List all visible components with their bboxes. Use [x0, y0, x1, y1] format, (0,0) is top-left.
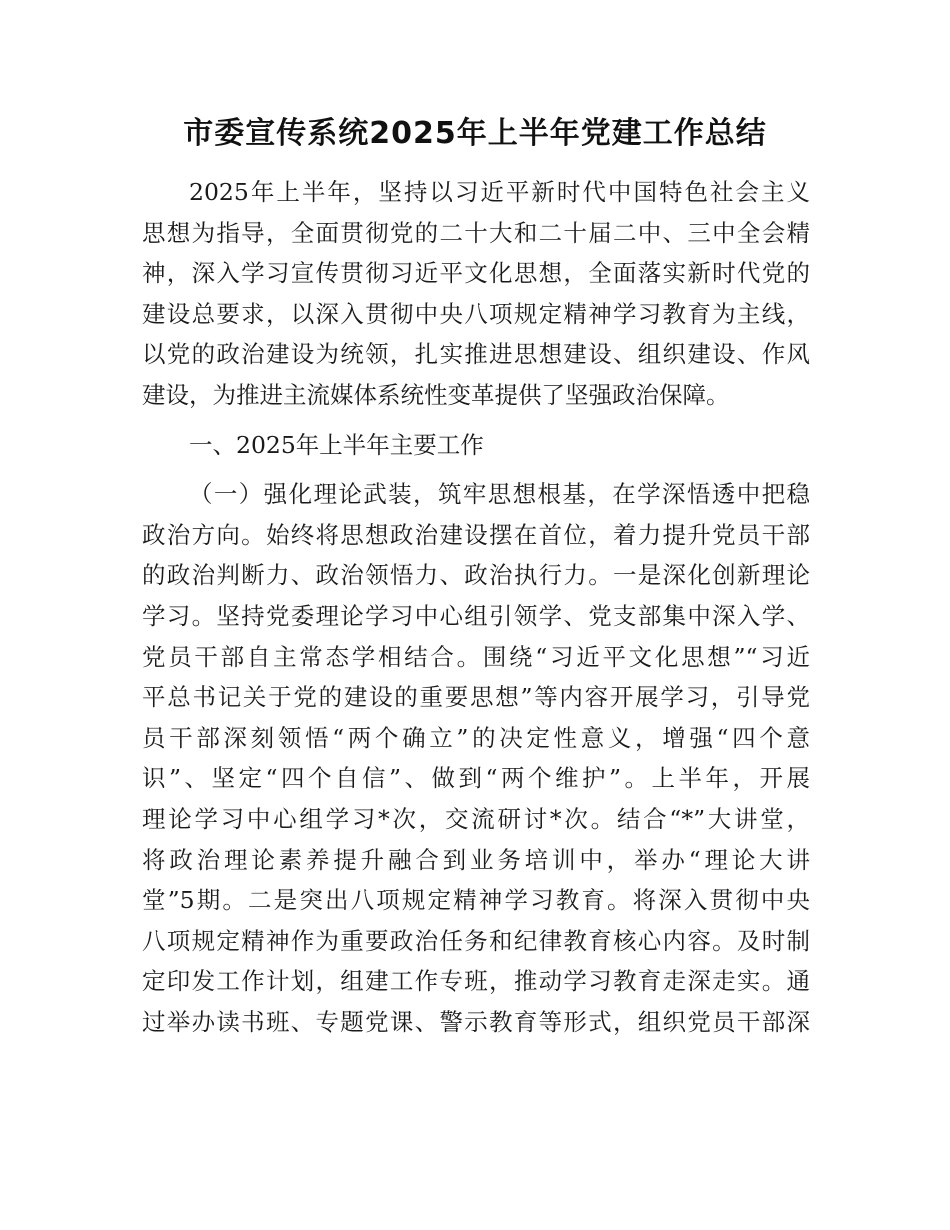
text-line: 理论学习中心组学习*次，交流研讨*次。结合“*”大讲堂，: [142, 804, 810, 833]
text-line: 员干部深刻领悟“两个确立”的决定性意义，增强“四个意: [142, 723, 810, 752]
text-line: 党员干部自主常态学相结合。围绕“习近平文化思想”“习近: [142, 642, 810, 671]
text-line: 过举办读书班、专题党课、警示教育等形式，组织党员干部深: [142, 1007, 810, 1036]
text-line: 堂”5期。二是突出八项规定精神学习教育。将深入贯彻中央: [142, 886, 810, 915]
document-title: 市委宣传系统2025年上半年党建工作总结: [183, 116, 767, 151]
text-line: 八项规定精神作为重要政治任务和纪律教育核心内容。及时制: [142, 926, 810, 955]
text-line: 2025年上半年，坚持以习近平新时代中国特色社会主义: [189, 178, 810, 206]
text-line: 建设，为推进主流媒体系统性变革提供了坚强政治保障。: [142, 380, 730, 409]
text-line: 学习。坚持党委理论学习中心组引领学、党支部集中深入学、: [142, 601, 810, 630]
text-line: 的政治判断力、政治领悟力、政治执行力。一是深化创新理论: [142, 561, 810, 590]
text-line: 识”、坚定“四个自信”、做到“两个维护”。上半年，开展: [142, 764, 810, 793]
text-line: 将政治理论素养提升融合到业务培训中，举办“理论大讲: [142, 845, 810, 874]
intro-paragraph: [142, 172, 810, 416]
text-line: 思想为指导，全面贯彻党的二十大和二十届二中、三中全会精: [142, 218, 810, 247]
text-line: 平总书记关于党的建设的重要思想”等内容开展学习，引导党: [142, 683, 810, 712]
document-body: [142, 172, 810, 1042]
text-line: 政治方向。始终将思想政治建设摆在首位，着力提升党员干部: [142, 520, 810, 549]
text-line: 以党的政治建设为统领，扎实推进思想建设、组织建设、作风: [142, 340, 810, 369]
text-line: 建设总要求，以深入贯彻中央八项规定精神学习教育为主线，: [142, 299, 810, 328]
text-line: 定印发工作计划，组建工作专班，推动学习教育走深走实。通: [142, 967, 810, 996]
section1-paragraph: [142, 474, 810, 1042]
text-line: 神，深入学习宣传贯彻习近平文化思想，全面落实新时代党的: [142, 259, 810, 288]
text-line: （一）强化理论武装，筑牢思想根基，在学深悟透中把稳: [189, 480, 810, 509]
section-heading: 一、2025年上半年主要工作: [189, 430, 484, 459]
